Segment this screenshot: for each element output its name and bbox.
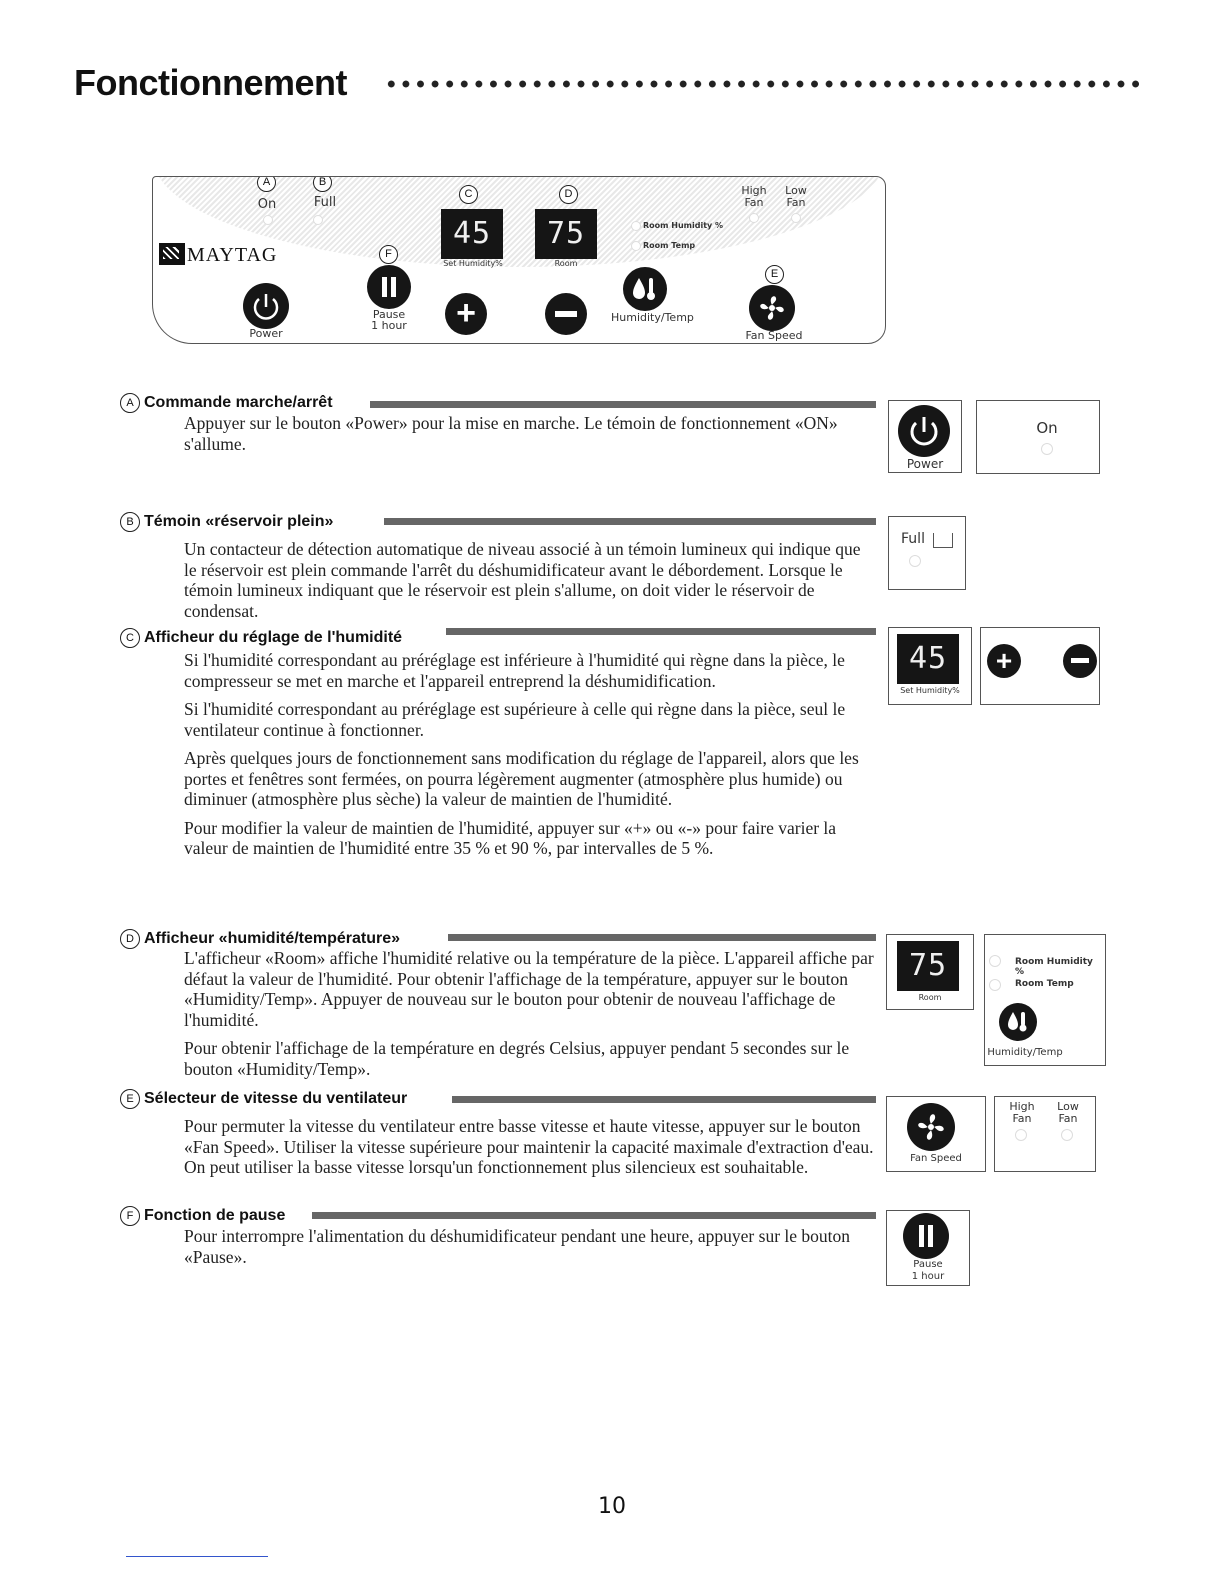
low-fan-thumb-led bbox=[1061, 1129, 1073, 1141]
pause-button[interactable] bbox=[367, 265, 411, 309]
on-thumb-led bbox=[1041, 443, 1053, 455]
pause-icon bbox=[367, 265, 411, 309]
pause-thumbnail bbox=[886, 1210, 970, 1286]
tank-icon bbox=[933, 533, 953, 548]
humidity-temp-thumbnail bbox=[984, 934, 1106, 1066]
section-c-paragraph-4: Pour modifier la valeur de maintien de l'humidité, appuyer sur «+» ou «-» pour faire varier la valeur de maintien de l'humidité entre 35 % et 90 %, par intervalles de 5 %. bbox=[184, 817, 837, 858]
room-temp-label: Room Temp bbox=[643, 241, 696, 250]
section-d-paragraph-1: L'afficheur «Room» affiche l'humidité relative ou la température de la pièce. L'appareil affiche par défaut la valeur de l'humidité. Pour obtenir l'affichage de la température, appuyer sur le bouton «Humidity/Temp». Appuyer de nouveau sur le bouton pour obtenir de nouveau l'affichage de l'humidité. bbox=[184, 948, 874, 1030]
on-indicator-thumbnail bbox=[976, 400, 1100, 474]
control-panel-illustration bbox=[152, 176, 886, 344]
fan-icon bbox=[907, 1103, 955, 1151]
plus-thumb-button bbox=[987, 644, 1021, 678]
section-d-title: Afficheur «humidité/température» bbox=[144, 930, 401, 947]
section-a-letter: A bbox=[120, 393, 140, 413]
section-d-letter: D bbox=[120, 929, 140, 949]
plus-icon: + bbox=[995, 645, 1013, 676]
pause-thumb-label: Pause 1 hour bbox=[911, 1259, 945, 1282]
room-humidity-thumb-label: Room Humidity % bbox=[1015, 957, 1093, 977]
section-e-text bbox=[184, 1116, 874, 1186]
room-display: 75 bbox=[535, 209, 597, 259]
footer-rule bbox=[126, 1556, 268, 1557]
section-b-text bbox=[184, 539, 874, 629]
high-fan-thumb-led bbox=[1015, 1129, 1027, 1141]
section-e-title: Sélecteur de vitesse du ventilateur bbox=[144, 1090, 408, 1107]
room-humidity-led bbox=[631, 221, 641, 231]
section-e-rule bbox=[452, 1096, 876, 1103]
fan-speed-thumb-label: Fan Speed bbox=[910, 1153, 962, 1164]
humidity-temp-thumb-button bbox=[999, 1003, 1037, 1041]
section-f-text bbox=[184, 1226, 874, 1275]
droplet-thermometer-icon bbox=[999, 1003, 1037, 1041]
section-d-paragraph-2: Pour obtenir l'affichage de la température en degrés Celsius, appuyer pendant 5 secondes sur le bouton «Humidity/Temp». bbox=[184, 1038, 850, 1079]
maytag-logo bbox=[159, 243, 277, 267]
section-b-letter: B bbox=[120, 512, 140, 532]
callout-b: B bbox=[313, 176, 332, 192]
callout-f: F bbox=[379, 245, 398, 264]
section-a-title: Commande marche/arrêt bbox=[144, 394, 333, 411]
section-f-heading bbox=[120, 1206, 285, 1226]
section-c-rule bbox=[446, 628, 876, 635]
section-f-paragraph: Pour interrompre l'alimentation du déshumidificateur pendant une heure, appuyer sur le bouton «Pause». bbox=[184, 1226, 851, 1267]
section-d-text bbox=[184, 948, 874, 1087]
high-fan-led bbox=[749, 213, 759, 223]
room-temp-thumb-label: Room Temp bbox=[1015, 979, 1074, 989]
full-thumb-label: Full bbox=[901, 531, 925, 547]
set-humidity-display: 45 bbox=[441, 209, 503, 259]
section-b-rule bbox=[384, 518, 876, 525]
title-dot-leader bbox=[384, 78, 1144, 90]
room-temp-led bbox=[631, 241, 641, 251]
page-title: Fonctionnement bbox=[74, 62, 347, 103]
room-humidity-label: Room Humidity % bbox=[643, 221, 724, 230]
room-thumb-display: 75 bbox=[897, 941, 959, 991]
low-fan-thumb-label: Low Fan bbox=[1057, 1100, 1079, 1125]
power-button[interactable] bbox=[243, 283, 289, 329]
section-d-rule bbox=[448, 934, 876, 941]
power-label: Power bbox=[249, 327, 283, 340]
fan-speed-button[interactable] bbox=[749, 285, 795, 331]
full-label: Full bbox=[313, 195, 337, 210]
maytag-logo-icon bbox=[159, 243, 185, 265]
power-thumb-label: Power bbox=[906, 457, 944, 471]
section-a-heading bbox=[120, 393, 333, 413]
fan-speed-thumb-button bbox=[907, 1103, 955, 1151]
set-humidity-display-thumbnail bbox=[888, 627, 972, 705]
callout-a: A bbox=[257, 176, 276, 192]
minus-icon bbox=[545, 293, 587, 335]
page-number: 10 bbox=[598, 1494, 626, 1519]
section-b-paragraph: Un contacteur de détection automatique de niveau associé à un témoin lumineux qui indique que le réservoir est plein commande l'arrêt du déshumidificateur avant le débordement. Lorsque le témoin lumineux indiquant que le réservoir est plein s'allume, on doit vider le réservoir de condensat. bbox=[184, 539, 861, 621]
on-label: On bbox=[257, 197, 277, 212]
section-c-letter: C bbox=[120, 628, 140, 648]
high-fan-thumb-label: High Fan bbox=[1009, 1100, 1035, 1125]
section-e-paragraph: Pour permuter la vitesse du ventilateur entre basse vitesse et haute vitesse, appuyer sur le bouton «Fan Speed». Utiliser la vitesse supérieure pour maintenir la capacité maximale d'extraction d'eau. On peut utiliser la basse vitesse lorsqu'un fonctionnement plus silencieux est souhaitable. bbox=[184, 1116, 874, 1177]
plus-button[interactable] bbox=[445, 293, 487, 335]
section-a-text bbox=[184, 413, 874, 462]
callout-d: D bbox=[559, 185, 578, 204]
power-icon bbox=[243, 283, 289, 329]
set-humidity-label: Set Humidity% bbox=[443, 259, 503, 268]
room-display-thumbnail bbox=[886, 934, 974, 1010]
room-label: Room bbox=[554, 259, 578, 268]
power-thumb-button bbox=[898, 405, 950, 457]
high-fan-label: High Fan bbox=[741, 184, 767, 209]
pause-icon bbox=[903, 1213, 949, 1259]
fan-speed-thumbnail bbox=[886, 1096, 986, 1172]
low-fan-led bbox=[791, 213, 801, 223]
plus-minus-thumbnail bbox=[980, 627, 1100, 705]
power-button-thumbnail bbox=[888, 400, 962, 473]
room-humidity-thumb-led bbox=[989, 955, 1001, 967]
section-b-title: Témoin «réservoir plein» bbox=[144, 513, 334, 530]
section-e-heading bbox=[120, 1089, 407, 1109]
full-thumb-led bbox=[909, 555, 921, 567]
fan-leds-thumbnail bbox=[994, 1096, 1096, 1172]
section-c-title: Afficheur du réglage de l'humidité bbox=[144, 629, 403, 646]
power-icon bbox=[898, 405, 950, 457]
section-a-rule bbox=[370, 401, 876, 408]
full-indicator-led bbox=[313, 215, 323, 225]
minus-button[interactable] bbox=[545, 293, 587, 335]
pause-label: Pause 1 hour bbox=[371, 308, 407, 332]
full-indicator-thumbnail bbox=[888, 516, 966, 590]
section-c-heading bbox=[120, 628, 402, 648]
humidity-temp-thumb-label: Humidity/Temp bbox=[987, 1047, 1063, 1058]
on-thumb-label: On bbox=[1036, 419, 1058, 437]
section-b-heading bbox=[120, 512, 333, 532]
section-f-title: Fonction de pause bbox=[144, 1207, 286, 1224]
humidity-temp-button[interactable] bbox=[623, 267, 667, 311]
room-temp-thumb-led bbox=[989, 979, 1001, 991]
section-e-letter: E bbox=[120, 1089, 140, 1109]
minus-icon bbox=[1063, 644, 1097, 678]
fan-speed-label: Fan Speed bbox=[745, 329, 803, 342]
room-thumb-label: Room bbox=[918, 993, 942, 1002]
section-c-text bbox=[184, 650, 874, 867]
callout-e: E bbox=[765, 265, 784, 284]
section-f-letter: F bbox=[120, 1206, 140, 1226]
section-c-paragraph-2: Si l'humidité correspondant au préréglage est supérieure à celle qui règne dans la pièce, seul le ventilateur continue à fonctionner. bbox=[184, 699, 846, 740]
humidity-temp-label: Humidity/Temp bbox=[611, 311, 694, 324]
fan-icon bbox=[749, 285, 795, 331]
pause-thumb-button bbox=[903, 1213, 949, 1259]
section-c-paragraph-1: Si l'humidité correspondant au préréglage est inférieure à l'humidité qui règne dans la pièce, le compresseur se met en marche et l'appareil entreprend la déshumidification. bbox=[184, 650, 845, 691]
low-fan-label: Low Fan bbox=[785, 184, 807, 209]
droplet-thermometer-icon bbox=[623, 267, 667, 311]
set-humidity-thumb-label: Set Humidity% bbox=[900, 686, 960, 695]
on-indicator-led bbox=[263, 215, 273, 225]
brand-name: MAYTAG bbox=[187, 244, 278, 266]
section-d-heading bbox=[120, 929, 400, 949]
section-c-paragraph-3: Après quelques jours de fonctionnement sans modification du réglage de l'appareil, alors que les portes et fenêtres sont fermées, on pourra légèrement augmenter (atmosphère plus humide) ou diminuer (atmosphère plus sèche) la valeur de maintien de l'humidité. bbox=[184, 748, 859, 809]
callout-c: C bbox=[459, 185, 478, 204]
set-humidity-thumb-display: 45 bbox=[897, 634, 959, 684]
section-f-rule bbox=[312, 1212, 876, 1219]
plus-icon: + bbox=[456, 294, 476, 332]
section-a-paragraph: Appuyer sur le bouton «Power» pour la mise en marche. Le témoin de fonctionnement «ON» s'allume. bbox=[184, 413, 838, 454]
minus-thumb-button bbox=[1063, 644, 1097, 678]
